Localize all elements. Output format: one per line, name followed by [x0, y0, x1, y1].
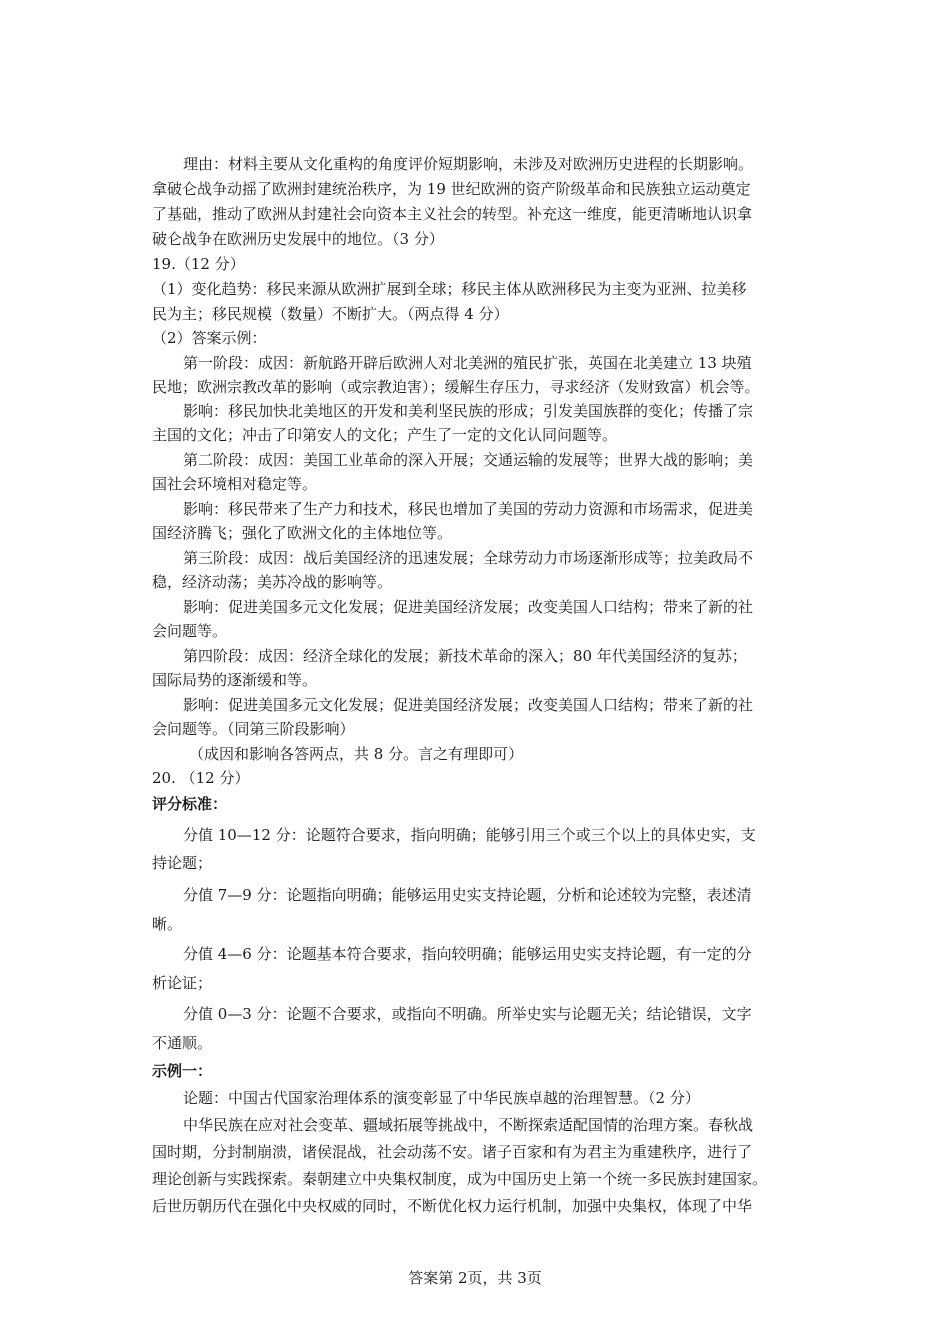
- text-line: 国时期，分封制崩溃，诸侯混战，社会动荡不安。诸子百家和有为君主为重建秩序，进行了: [152, 1143, 753, 1161]
- text-line: 破仑战争在欧洲历史发展中的地位。（3 分）: [152, 230, 444, 248]
- text-line: 分值 7—9 分：论题指向明确；能够运用史实支持论题，分析和论述较为完整，表述清: [183, 886, 752, 904]
- page-footer: 答案第 2页，共 3页: [408, 1269, 542, 1287]
- text-line: 论题：中国古代国家治理体系的演变彰显了中华民族卓越的治理智慧。（2 分）: [183, 1089, 700, 1107]
- text-line: 国社会环境相对稳定等。: [152, 475, 318, 493]
- text-line: 拿破仑战争动摇了欧洲封建统治秩序，为 19 世纪欧洲的资产阶级革命和民族独立运动奠定: [152, 180, 751, 198]
- text-line: 第一阶段：成因：新航路开辟后欧洲人对北美洲的殖民扩张，英国在北美建立 13 块殖: [183, 354, 752, 372]
- text-line: 第三阶段：成因：战后美国经济的迅速发展；全球劳动力市场逐渐形成等；拉美政局不: [183, 549, 754, 567]
- text-line: 会问题等。（同第三阶段影响）: [152, 720, 355, 738]
- text-line: 第二阶段：成因：美国工业革命的深入开展；交通运输的发展等；世界大战的影响；美: [183, 451, 754, 469]
- text-line: 中华民族在应对社会变革、疆域拓展等挑战中，不断探索适配国情的治理方案。春秋战: [183, 1116, 754, 1134]
- text-line: 稳，经济动荡；美苏冷战的影响等。: [152, 573, 393, 591]
- text-line: （2）答案示例：: [152, 329, 267, 347]
- text-line: 国际局势的逐渐缓和等。: [152, 671, 318, 689]
- question-heading: 19.（12 分）: [152, 255, 245, 273]
- question-heading: 20. （12 分）: [152, 769, 250, 787]
- text-line: 第四阶段：成因：经济全球化的发展；新技术革命的深入；80 年代美国经济的复苏；: [183, 647, 747, 665]
- text-line: 主国的文化；冲击了印第安人的文化；产生了一定的文化认同问题等。: [152, 426, 618, 444]
- text-line: 理由：材料主要从文化重构的角度评价短期影响，未涉及对欧洲历史进程的长期影响。: [183, 155, 754, 173]
- text-line: 影响：促进美国多元文化发展；促进美国经济发展；改变美国人口结构；带来了新的社: [183, 696, 754, 714]
- text-line: 会问题等。: [152, 622, 228, 640]
- text-line: 理论创新与实践探索。秦朝建立中央集权制度，成为中国历史上第一个统一多民族封建国家。: [152, 1170, 768, 1188]
- text-line: 国经济腾飞；强化了欧洲文化的主体地位等。: [152, 524, 453, 542]
- text-line: （1）变化趋势：移民来源从欧洲扩展到全球；移民主体从欧洲移民为主变为亚洲、拉美移: [152, 280, 747, 298]
- text-line: 影响：促进美国多元文化发展；促进美国经济发展；改变美国人口结构；带来了新的社: [183, 598, 754, 616]
- text-line: 持论题；: [152, 854, 213, 872]
- text-line: 了基础，推动了欧洲从封建社会向资本主义社会的转型。补充这一维度，能更清晰地认识拿: [152, 205, 753, 223]
- text-line: 晰。: [152, 915, 183, 933]
- text-line: 影响：移民带来了生产力和技术，移民也增加了美国的劳动力资源和市场需求，促进美: [183, 500, 754, 518]
- text-line: 分值 0—3 分：论题不合要求，或指向不明确。所举史实与论题无关；结论错误，文字: [183, 1005, 752, 1023]
- text-line: 影响：移民加快北美地区的开发和美利坚民族的形成；引发美国族群的变化；传播了宗: [183, 402, 754, 420]
- text-line: 后世历朝历代在强化中央权威的同时，不断优化权力运行机制，加强中央集权，体现了中华: [152, 1197, 753, 1215]
- text-line: 民为主；移民规模（数量）不断扩大。（两点得 4 分）: [152, 305, 509, 323]
- text-line: 分值 10—12 分：论题符合要求，指向明确；能够引用三个或三个以上的具体史实，支: [183, 826, 756, 844]
- text-line: 不通顺。: [152, 1034, 213, 1052]
- text-line: （成因和影响各答两点，共 8 分。言之有理即可）: [189, 745, 524, 763]
- text-line: 析论证；: [152, 974, 213, 992]
- text-line: 民地；欧洲宗教改革的影响（或宗教迫害）；缓解生存压力，寻求经济（发财致富）机会等。: [152, 378, 760, 396]
- section-heading: 示例一：: [152, 1062, 213, 1080]
- section-heading: 评分标准：: [152, 795, 228, 813]
- text-line: 分值 4—6 分：论题基本符合要求，指向较明确；能够运用史实支持论题，有一定的分: [183, 945, 752, 963]
